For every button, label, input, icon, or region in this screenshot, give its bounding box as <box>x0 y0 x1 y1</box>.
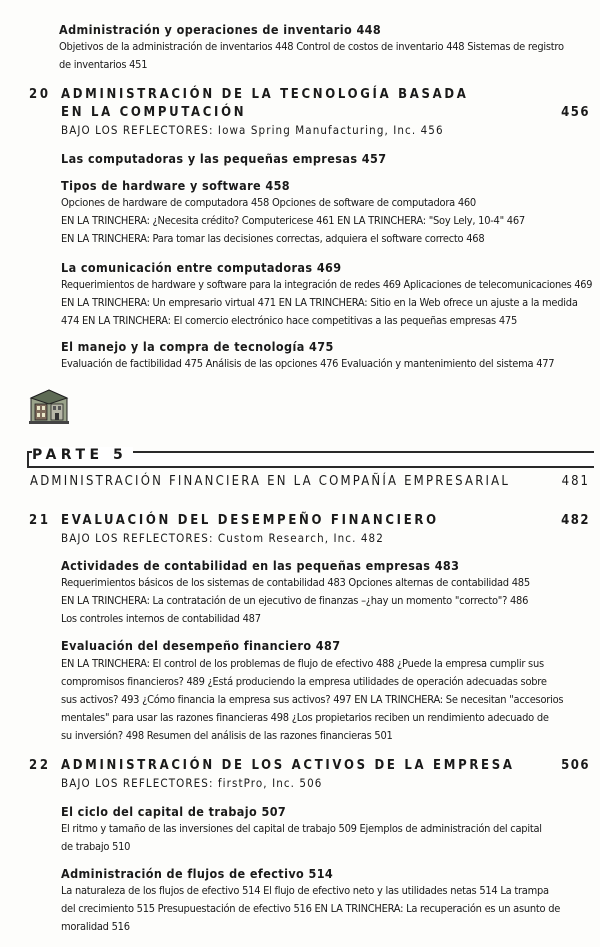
spotlight-line: BAJO LOS REFLECTORES: Iowa Spring Manufacturing, Inc. 456 <box>61 123 444 137</box>
chapter-title-line2: EN LA COMPUTACIÓN <box>61 105 247 120</box>
section-line: EN LA TRINCHERA: ¿Necesita crédito? Computericese 461 EN LA TRINCHERA: "Soy Lely, 10-4" 467 <box>61 214 525 227</box>
section-title: Administración de flujos de efectivo 514 <box>61 866 334 881</box>
building-icon <box>27 386 71 426</box>
part-title: ADMINISTRACIÓN FINANCIERA EN LA COMPAÑÍA EMPRESARIAL <box>30 474 511 489</box>
section-line: de inventarios 451 <box>59 58 148 71</box>
section-line: del crecimiento 515 Presupuestación de efectivo 516 EN LA TRINCHERA: La recuperación es un asunto de <box>61 902 561 915</box>
section-line: de trabajo 510 <box>61 840 131 853</box>
section-title: La comunicación entre computadoras 469 <box>61 260 342 275</box>
section-line: EN LA TRINCHERA: El control de los problemas de flujo de efectivo 488 ¿Puede la empresa cumplir sus <box>61 657 544 670</box>
section-line: 474 EN LA TRINCHERA: El comercio electrónico hace competitivas a las pequeñas empresas 475 <box>61 314 517 327</box>
section-title: Las computadoras y las pequeñas empresas 457 <box>61 151 387 166</box>
spotlight-line: BAJO LOS REFLECTORES: Custom Research, Inc. 482 <box>61 531 384 545</box>
section-line: EN LA TRINCHERA: Un empresario virtual 471 EN LA TRINCHERA: Sitio en la Web ofrece un ajuste a la medida <box>61 296 578 309</box>
section-line: El ritmo y tamaño de las inversiones del capital de trabajo 509 Ejemplos de administración del capital <box>61 822 542 835</box>
section-line: Requerimientos básicos de los sistemas de contabilidad 483 Opciones alternas de contabilidad 485 <box>61 576 530 589</box>
section-title: El manejo y la compra de tecnología 475 <box>61 339 334 354</box>
section-line: Los controles internos de contabilidad 487 <box>61 612 261 625</box>
section-title: Tipos de hardware y software 458 <box>61 178 291 193</box>
section-line: sus activos? 493 ¿Cómo financia la empresa sus activos? 497 EN LA TRINCHERA: Se necesitan "accesorios <box>61 693 564 706</box>
section-line: EN LA TRINCHERA: La contratación de un ejecutivo de finanzas –¿hay un momento "correcto"? 486 <box>61 594 529 607</box>
section-title: Actividades de contabilidad en las pequeñas empresas 483 <box>61 558 460 573</box>
section-line: La naturaleza de los flujos de efectivo 514 El flujo de efectivo neto y las utilidades netas 514 La trampa <box>61 884 549 897</box>
section-line: moralidad 516 <box>61 920 130 933</box>
chapter-number: 22 <box>29 758 51 773</box>
section-line: Evaluación de factibilidad 475 Análisis de las opciones 476 Evaluación y mantenimiento del sistema 477 <box>61 357 555 370</box>
chapter-number: 20 <box>29 87 51 102</box>
chapter-title-line1: ADMINISTRACIÓN DE LA TECNOLOGÍA BASADA <box>61 87 469 102</box>
chapter-page: 456 <box>561 105 590 120</box>
section-title: Administración y operaciones de inventario 448 <box>59 22 382 37</box>
chapter-page: 482 <box>561 513 590 528</box>
section-title: El ciclo del capital de trabajo 507 <box>61 804 287 819</box>
chapter-number: 21 <box>29 513 51 528</box>
section-line: su inversión? 498 Resumen del análisis de las razones financieras 501 <box>61 729 393 742</box>
part-label: PARTE 5 <box>32 447 133 463</box>
chapter-page: 506 <box>561 758 590 773</box>
section-line: EN LA TRINCHERA: Para tomar las decisiones correctas, adquiera el software correcto 468 <box>61 232 485 245</box>
section-line: mentales" para usar las razones financieras 498 ¿Los propietarios reciben un rendimiento adecuado de <box>61 711 549 724</box>
spotlight-line: BAJO LOS REFLECTORES: firstPro, Inc. 506 <box>61 776 323 790</box>
section-line: Opciones de hardware de computadora 458 Opciones de software de computadora 460 <box>61 196 476 209</box>
section-line: Requerimientos de hardware y software para la integración de redes 469 Aplicaciones de telecomunicaciones 469 <box>61 278 593 291</box>
section-line: compromisos financieros? 489 ¿Está produciendo la empresa utilidades de operación adecuadas sobre <box>61 675 547 688</box>
part-page: 481 <box>561 474 590 489</box>
section-line: Objetivos de la administración de inventarios 448 Control de costos de inventario 448 Sistemas de registro <box>59 40 564 53</box>
section-title: Evaluación del desempeño financiero 487 <box>61 638 341 653</box>
chapter-title: EVALUACIÓN DEL DESEMPEÑO FINANCIERO <box>61 513 439 528</box>
chapter-title: ADMINISTRACIÓN DE LOS ACTIVOS DE LA EMPRESA <box>61 758 515 773</box>
